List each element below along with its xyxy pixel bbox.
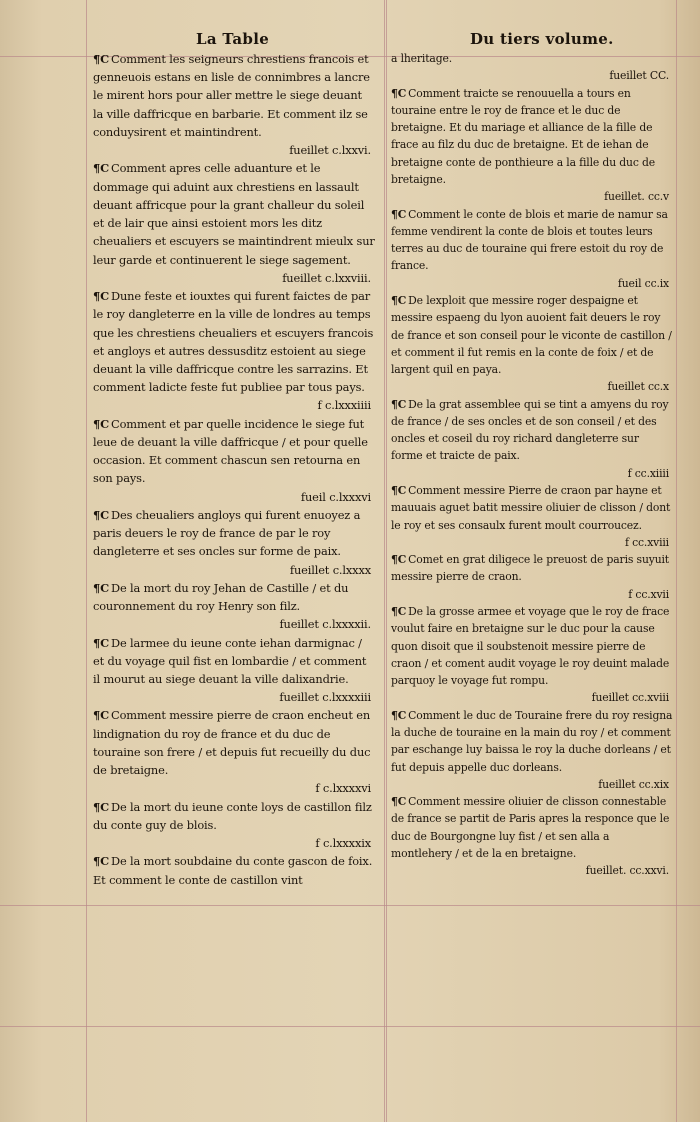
table-entry: [391, 50, 673, 85]
entry-text: Des cheualiers angloys qui furent enuoyez a paris deuers le roy de france de par le roy dangleterre et ses oncles sur forme de paix.: [93, 507, 361, 559]
paragraph-mark-icon: ¶C: [93, 635, 110, 650]
entry-text: De la grosse armee et voyage que le roy de frace voulut faire en bretaigne sur le duc pour la cause quon disoit que il soubstenoit messire pierre de craon / et coment audit voyage le roy deuint malade parquoy le voyage fut rompu.: [391, 605, 670, 688]
paragraph-mark-icon: ¶C: [93, 161, 110, 176]
entry-text: Comment messire oliuier de clisson connestable de france se partit de Paris apres la responce que le duc de Bourgongne luy fist / et sen alla a montlehery / et de la en bretaigne.: [391, 795, 670, 860]
running-head-right: Du tiers volume.: [470, 30, 614, 48]
table-entry: [93, 50, 375, 159]
paragraph-mark-icon: ¶C: [391, 553, 407, 567]
table-column-right: [391, 50, 673, 880]
folio-reference: f c.lxxxxix: [315, 836, 371, 851]
paragraph-mark-icon: ¶C: [391, 207, 407, 221]
table-entry: [391, 206, 673, 292]
folio-reference: f cc.xiiii: [627, 466, 669, 480]
entry-text: a lheritage.: [391, 52, 452, 65]
paragraph-mark-icon: ¶C: [391, 605, 407, 618]
folio-reference: fueillet c.lxxvi.: [289, 143, 371, 158]
paragraph-mark-icon: ¶C: [391, 795, 407, 809]
folio-reference: fueillet. cc.xxvi.: [585, 864, 669, 878]
entry-text: De la mort du ieune conte loys de castillon filz du conte guy de blois.: [93, 799, 372, 832]
folio-reference: fueillet c.lxxxxii.: [279, 617, 371, 632]
running-head-left: La Table: [196, 30, 270, 48]
folio-reference: f c.lxxxiiii: [317, 398, 371, 413]
table-entry: [391, 707, 673, 793]
entry-text: Comment les seigneurs chrestiens francois et genneuois estans en lisle de connimbres a lancre le mirent hors pour aller mettre le siege deuant la ville daffricque en barbarie. Et comment ilz se conduysirent et maintindrent.: [93, 52, 370, 139]
folio-reference: fueillet cc.x: [607, 380, 669, 394]
entry-text: Comment messire pierre de craon encheut en lindignation du roy de france et du duc de touraine son frere / et depuis fut recueilly du duc de bretaigne.: [93, 708, 371, 778]
table-entry: [93, 415, 375, 506]
table-entry: [93, 798, 375, 853]
folio-reference: fueillet c.lxxxxiii: [279, 690, 371, 705]
entry-text: De la mort soubdaine du conte gascon de foix. Et comment le conte de castillon vint: [93, 854, 373, 887]
entry-text: Comment traicte se renouuella a tours en touraine entre le roy de france et le duc de bretaigne. Et du mariage et alliance de la fille de frace au filz du duc de bretaigne. Et de iehan de bretaigne conte de ponthieure a la fille du duc de bretaigne.: [391, 86, 656, 186]
paragraph-mark-icon: ¶C: [93, 416, 110, 431]
folio-reference: fueil c.lxxxvi: [300, 489, 371, 504]
entry-text: Dune feste et iouxtes qui furent faictes de par le roy dangleterre en la ville de londres au temps que les chrestiens cheualiers et escuyers francois et angloys et autres dessusditz estoient au siege deuant la ville daffricque contre les sarrazins. Et comment ladicte feste fut publiee par tous pays.: [93, 289, 374, 395]
table-entry: [391, 292, 673, 396]
paragraph-mark-icon: ¶C: [391, 484, 407, 498]
table-entry: [391, 396, 673, 482]
table-entry: [93, 852, 375, 888]
table-entry: [93, 159, 375, 287]
folio-reference: fueil cc.ix: [617, 276, 669, 290]
paragraph-mark-icon: ¶C: [93, 289, 110, 304]
table-entry: [93, 287, 375, 415]
margin-rule-right: [676, 0, 677, 1122]
paragraph-mark-icon: ¶C: [93, 507, 110, 522]
table-entry: [93, 506, 375, 579]
table-entry: [391, 85, 673, 206]
table-entry: [391, 793, 673, 879]
table-entry: [93, 706, 375, 797]
folio-reference: fueillet CC.: [609, 69, 669, 83]
column-divider-rule-2: [386, 0, 387, 1122]
bottom-rule: [0, 1026, 700, 1027]
paragraph-mark-icon: ¶C: [93, 799, 110, 814]
folio-reference: fueillet cc.xviii: [591, 691, 669, 705]
table-column-left: [93, 50, 375, 889]
column-divider-rule: [384, 0, 385, 1122]
entry-text: De la mort du roy Jehan de Castille / et du couronnement du roy Henry son filz.: [93, 580, 349, 614]
paragraph-mark-icon: ¶C: [93, 854, 110, 869]
folio-reference: f cc.xvii: [628, 587, 669, 601]
table-entry: [93, 579, 375, 634]
folio-reference: fueillet c.lxxviii.: [282, 270, 371, 285]
entry-text: Comet en grat diligece le preuost de paris suyuit messire pierre de craon.: [391, 553, 669, 584]
footer-rule: [0, 905, 700, 906]
folio-reference: f c.lxxxxvi: [315, 781, 371, 796]
paragraph-mark-icon: ¶C: [93, 52, 110, 66]
paragraph-mark-icon: ¶C: [93, 708, 110, 723]
entry-text: De larmee du ieune conte iehan darmignac / et du voyage quil fist en lombardie / et comment il mourut au siege deuant la ville dalixandrie.: [93, 635, 367, 686]
entry-text: Comment et par quelle incidence le siege fut leue de deuant la ville daffricque / et pour quelle occasion. Et comment chascun sen retourna en son pays.: [93, 416, 368, 486]
paragraph-mark-icon: ¶C: [93, 580, 110, 595]
entry-text: Comment messire Pierre de craon par hayne et mauuais aguet batit messire oliuier de clisson / dont le roy et ses consaulx furent moult courroucez.: [391, 484, 671, 532]
table-entry: [391, 603, 673, 707]
folio-reference: fueillet. cc.v: [604, 190, 669, 204]
paragraph-mark-icon: ¶C: [391, 397, 407, 411]
entry-text: Comment le duc de Touraine frere du roy resigna la duche de touraine en la main du roy / et comment par eschange luy baissa le roy la duche dorleans / et fut depuis appelle duc dorleans.: [391, 708, 673, 774]
folio-reference: f cc.xviii: [624, 535, 669, 549]
entry-text: Comment le conte de blois et marie de namur sa femme vendirent la conte de blois et toutes leurs terres au duc de touraine qui frere estoit du roy de france.: [391, 207, 668, 273]
paragraph-mark-icon: ¶C: [391, 708, 407, 722]
table-entry: [391, 482, 673, 551]
entry-text: De lexploit que messire roger despaigne et messire espaeng du lyon auoient fait deuers le roy de france et son conseil pour le viconte de castillon / et comment il fut remis en la conte de foix / et de largent quil en paya.: [391, 293, 672, 377]
entry-text: De la grat assemblee qui se tint a amyens du roy de france / de ses oncles et de son conseil / et des oncles et coseil du roy richard dangleterre sur forme et traicte de paix.: [391, 397, 669, 463]
entry-text: Comment apres celle aduanture et le dommage qui aduint aux chrestiens en lassault deuant affricque pour la grant challeur du soleil et de lair que ainsi estoient mors les ditz cheualiers et escuyers se maintindrent mieulx sur leur garde et continuerent le siege sagement.: [93, 161, 375, 267]
folio-reference: fueillet cc.xix: [598, 777, 669, 791]
margin-rule-left: [86, 0, 87, 1122]
paragraph-mark-icon: ¶C: [391, 86, 407, 100]
table-entry: [93, 634, 375, 707]
paragraph-mark-icon: ¶C: [391, 293, 407, 307]
folio-reference: fueillet c.lxxxx: [289, 562, 371, 577]
table-entry: [391, 551, 673, 603]
